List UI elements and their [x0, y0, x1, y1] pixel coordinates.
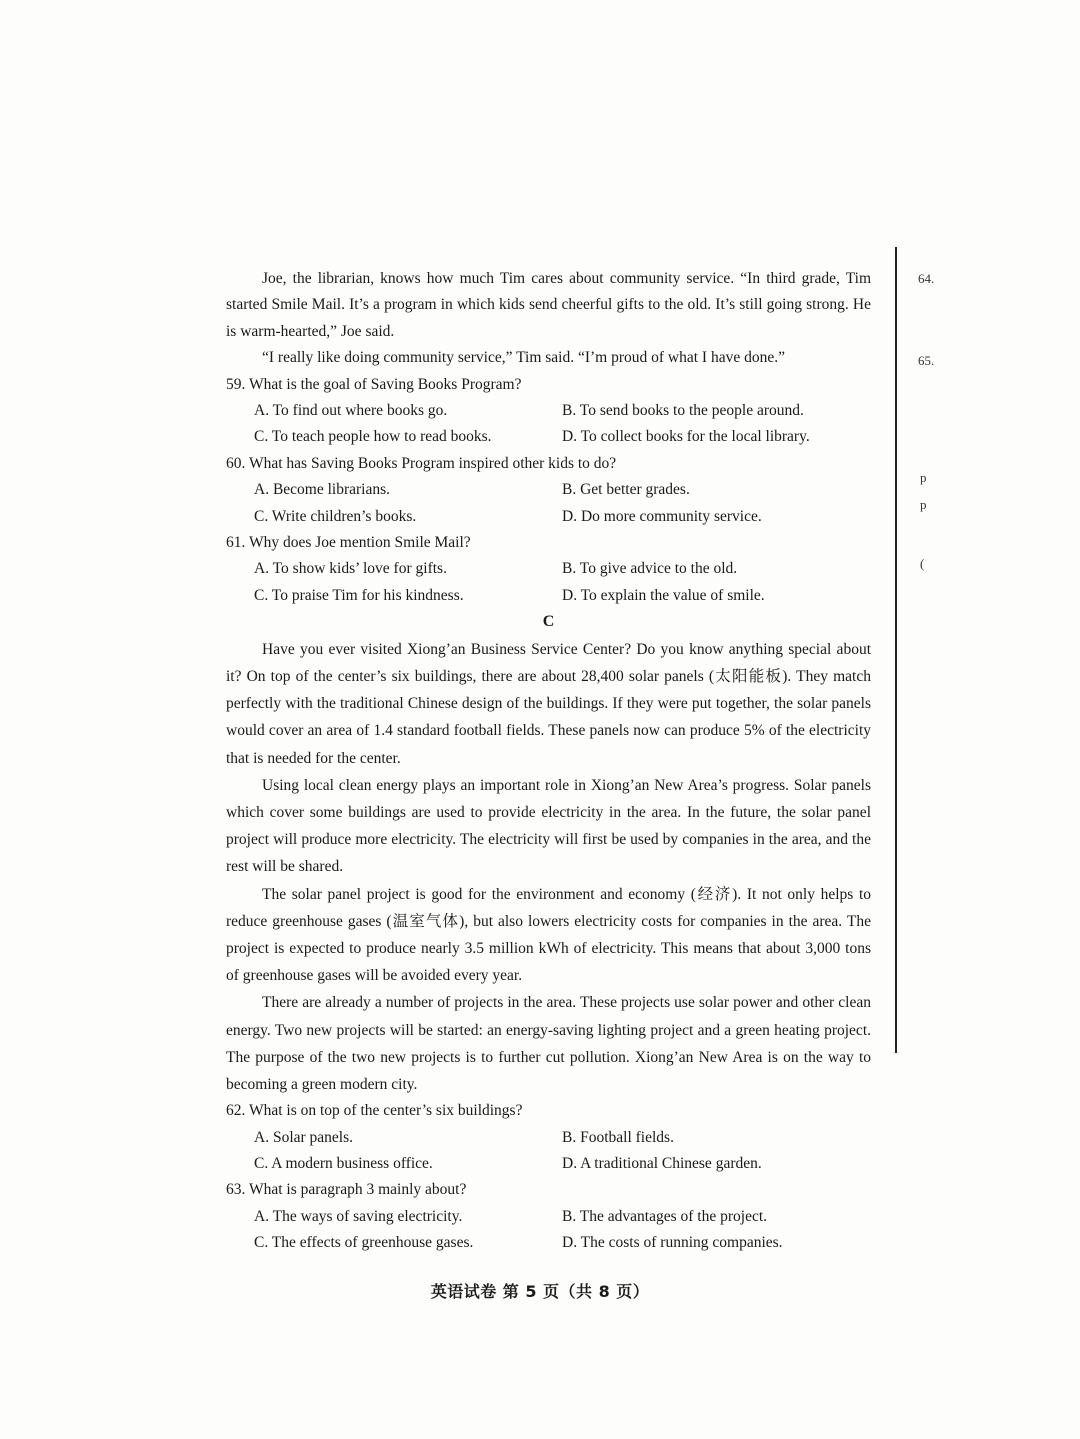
option-c: C. Write children’s books. [254, 507, 417, 525]
question-stem: 61. Why does Joe mention Smile Mail? [226, 534, 471, 552]
passage-c-paragraph: Have you ever visited Xiong’an Business Service Center? Do you know anything special about it? On top of the center’s six buildings, there are about 28,400 solar panels (太阳能板). They match perfectly with the traditional Chinese design of the buildings. If they were put together, the solar panels would cover an area of 1.4 standard football fields. These panels now can produce 5% of the electricity that is needed for the center. [226, 640, 871, 767]
margin-question-number: 65. [918, 353, 935, 368]
option-a: A. Solar panels. [254, 1128, 354, 1146]
options [254, 1204, 871, 1257]
passage-b-paragraph: Joe, the librarian, knows how much Tim cares about community service. “In third grade, Tim started Smile Mail. It’s a program in which kids send cheerful gifts to the old. It’s still going strong. He is warm-hearted,” Joe said. [226, 270, 871, 340]
option-b: B. To give advice to the old. [562, 560, 738, 578]
margin-fragment: p [920, 497, 927, 512]
question-61 [226, 530, 871, 609]
option-d: D. The costs of running companies. [562, 1234, 783, 1252]
option-d: D. Do more community service. [562, 507, 762, 525]
option-c: C. The effects of greenhouse gases. [254, 1234, 474, 1252]
option-d: D. To collect books for the local library. [562, 428, 810, 446]
options [254, 477, 871, 530]
margin-fragment: p [920, 470, 927, 485]
option-c: C. A modern business office. [254, 1154, 433, 1172]
passage-c-paragraph: There are already a number of projects in the area. These projects use solar power and other clean energy. Two new projects will be started: an energy-saving lighting project and a green heating project. The purpose of the two new projects is to further cut pollution. Xiong’an New Area is on the way to becoming a green modern city. [226, 994, 871, 1093]
option-a: A. To show kids’ love for gifts. [254, 560, 447, 578]
option-d: D. To explain the value of smile. [562, 586, 765, 604]
passage-c-paragraph: The solar panel project is good for the environment and economy (经济). It not only helps to reduce greenhouse gases (温室气体), but also lowers electricity costs for companies in the area. The project is expected to produce nearly 3.5 million kWh of electricity. This means that about 3,000 tons of greenhouse gases will be avoided every year. [226, 885, 871, 985]
main-column [226, 266, 871, 1257]
option-a: A. To find out where books go. [254, 402, 448, 420]
margin-question-number: 64. [918, 271, 935, 286]
option-b: B. Football fields. [562, 1128, 674, 1146]
option-a: A. Become librarians. [254, 481, 391, 499]
passage-b-paragraph: “I really like doing community service,” Tim said. “I’m proud of what I have done.” [262, 349, 785, 367]
question-stem: 59. What is the goal of Saving Books Program? [226, 375, 522, 393]
question-63 [226, 1177, 871, 1256]
page-footer: 英语试卷 第 5 页（共 8 页） [430, 1282, 650, 1301]
option-b: B. The advantages of the project. [562, 1207, 768, 1225]
column-divider [895, 247, 897, 1053]
question-stem: 62. What is on top of the center’s six buildings? [226, 1102, 523, 1120]
passage-c-paragraph: Using local clean energy plays an important role in Xiong’an New Area’s progress. Solar panels which cover some buildings are used to provide electricity in the area. In the future, the solar panel project will produce more electricity. The electricity will first be used by companies in the area, and the rest will be shared. [226, 776, 871, 876]
options [254, 556, 871, 609]
question-stem: 63. What is paragraph 3 mainly about? [226, 1181, 467, 1199]
option-b: B. Get better grades. [562, 481, 690, 499]
option-d: D. A traditional Chinese garden. [562, 1154, 762, 1172]
option-c: C. To praise Tim for his kindness. [254, 586, 464, 604]
option-b: B. To send books to the people around. [562, 402, 804, 420]
option-a: A. The ways of saving electricity. [254, 1207, 463, 1225]
question-62 [226, 1098, 871, 1177]
question-stem: 60. What has Saving Books Program inspired other kids to do? [226, 454, 617, 472]
options [254, 1125, 871, 1178]
question-60 [226, 451, 871, 530]
question-59 [226, 372, 871, 451]
margin-fragment: ( [920, 556, 925, 571]
option-c: C. To teach people how to read books. [254, 428, 492, 446]
section-heading: C [542, 613, 555, 631]
options [254, 398, 871, 451]
